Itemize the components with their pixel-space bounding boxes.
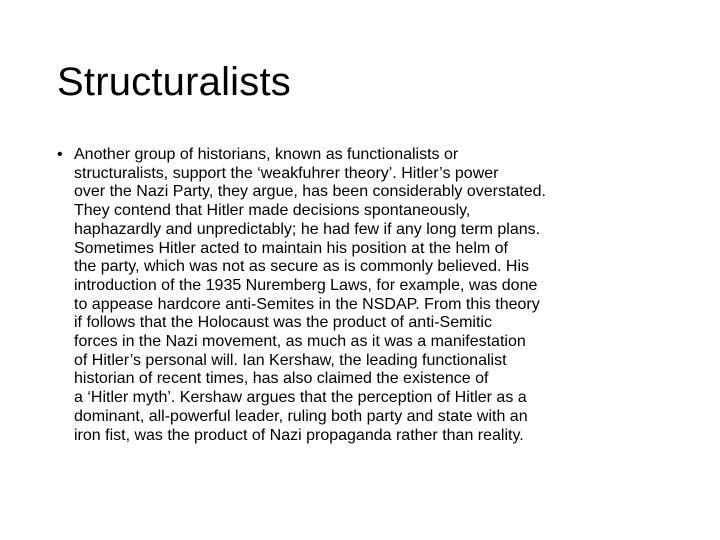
paragraph-line: Sometimes Hitler acted to maintain his position at the helm of — [74, 239, 508, 257]
paragraph-line: iron fist, was the product of Nazi propaganda rather than reality. — [74, 426, 524, 444]
paragraph-line: dominant, all-powerful leader, ruling both party and state with an — [74, 407, 528, 425]
bullet-item — [55, 146, 700, 445]
bullet-list — [55, 146, 700, 445]
paragraph-line: Another group of historians, known as functionalists or — [74, 146, 459, 163]
paragraph-line: forces in the Nazi movement, as much as it was a manifestation — [74, 333, 526, 351]
slide-title: Structuralists — [57, 60, 291, 104]
paragraph-line: to appease hardcore anti-Semites in the NSDAP. From this theory — [74, 295, 540, 313]
bullet-paragraph — [74, 146, 700, 445]
paragraph-line: introduction of the 1935 Nuremberg Laws, for example, was done — [74, 276, 538, 294]
paragraph-line: structuralists, support the ‘weakfuhrer theory’. Hitler’s power — [74, 164, 499, 182]
paragraph-line: a ‘Hitler myth’. Kershaw argues that the perception of Hitler as a — [74, 389, 527, 407]
paragraph-line: the party, which was not as secure as is commonly believed. His — [74, 258, 530, 276]
paragraph-line: historian of recent times, has also claimed the existence of — [74, 370, 489, 388]
paragraph-line: if follows that the Holocaust was the product of anti-Semitic — [74, 314, 492, 332]
paragraph-line: over the Nazi Party, they argue, has been considerably overstated. — [74, 183, 546, 201]
bullet-marker: • — [57, 146, 63, 163]
paragraph-line: They contend that Hitler made decisions spontaneously, — [74, 202, 471, 220]
paragraph-line: haphazardly and unpredictably; he had few if any long term plans. — [74, 220, 541, 238]
paragraph-line: of Hitler’s personal will. Ian Kershaw, the leading functionalist — [74, 351, 507, 369]
